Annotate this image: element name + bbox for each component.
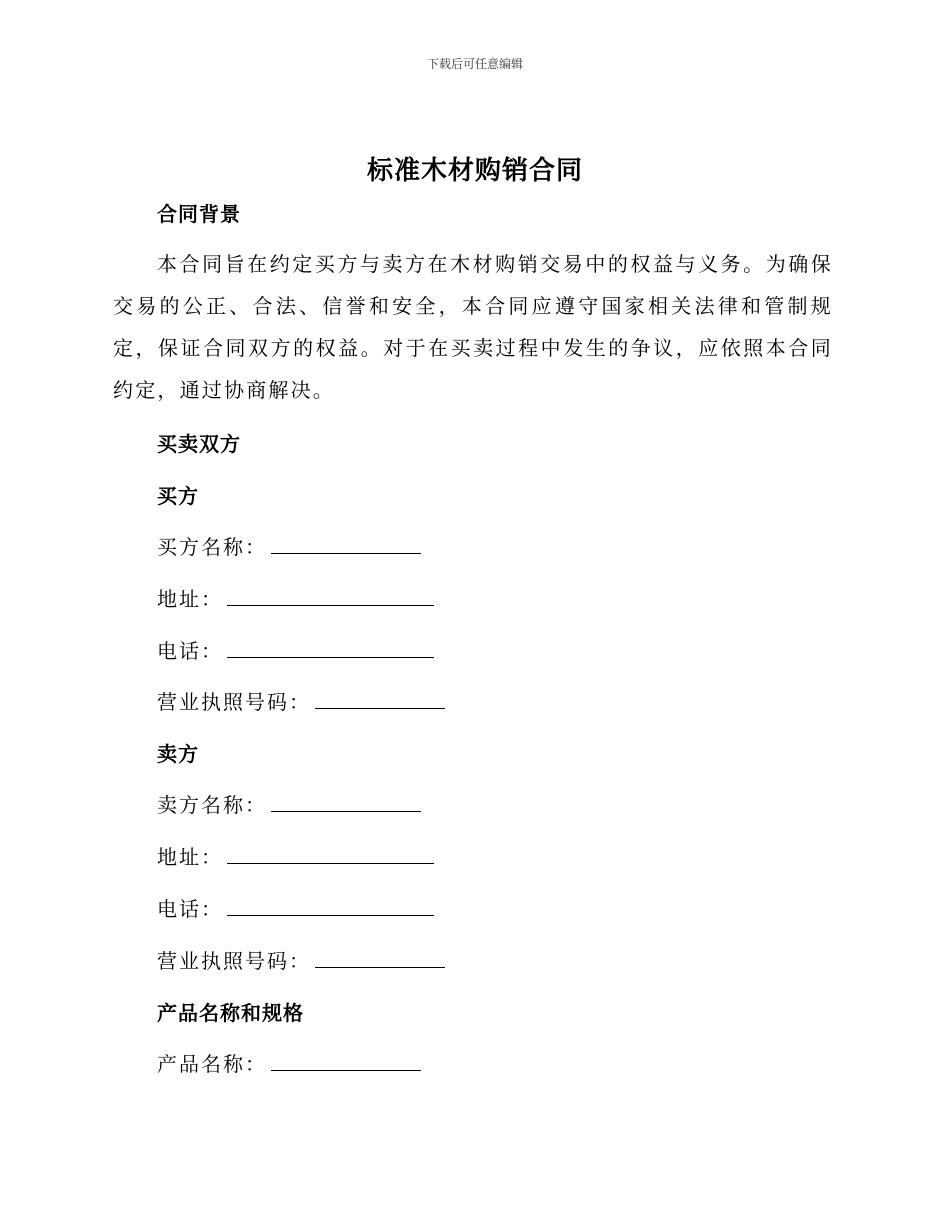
seller-address-field [157,841,434,870]
buyer-address-label: 地址： [157,587,223,611]
seller-address-label: 地址： [157,845,223,869]
buyer-name-blank[interactable] [271,533,421,554]
seller-phone-field [157,893,434,922]
buyer-license-label: 营业执照号码： [157,690,311,714]
section-heading-background: 合同背景 [157,202,241,226]
buyer-license-blank[interactable] [315,688,445,709]
seller-phone-blank[interactable] [227,895,434,916]
seller-name-label: 卖方名称： [157,793,267,817]
seller-name-blank[interactable] [271,791,421,812]
buyer-phone-blank[interactable] [227,637,434,658]
seller-name-field [157,789,421,818]
product-name-label: 产品名称： [157,1052,267,1076]
buyer-phone-label: 电话： [157,639,223,663]
buyer-name-field [157,531,421,560]
buyer-license-field [157,686,445,715]
background-paragraph: 本合同旨在约定买方与卖方在木材购销交易中的权益与义务。为确保交易的公正、合法、信誉和安全，本合同应遵守国家相关法律和管制规定，保证合同双方的权益。对于在买卖过程中发生的争议，应依照本合同约定，通过协商解决。 [113,252,833,402]
product-name-blank[interactable] [271,1050,421,1071]
seller-license-label: 营业执照号码： [157,949,311,973]
document-title: 标准木材购销合同 [366,156,583,186]
section-heading-parties: 买卖双方 [157,432,241,456]
seller-license-field [157,945,445,974]
product-name-field [157,1048,421,1077]
page-header-note: 下载后可任意编辑 [426,57,523,71]
seller-heading: 卖方 [157,742,199,766]
product-heading: 产品名称和规格 [157,1001,304,1025]
buyer-address-blank[interactable] [227,585,434,606]
seller-license-blank[interactable] [315,947,445,968]
seller-phone-label: 电话： [157,897,223,921]
buyer-heading: 买方 [157,484,199,508]
buyer-name-label: 买方名称： [157,535,267,559]
buyer-address-field [157,583,434,612]
buyer-phone-field [157,635,434,664]
seller-address-blank[interactable] [227,843,434,864]
